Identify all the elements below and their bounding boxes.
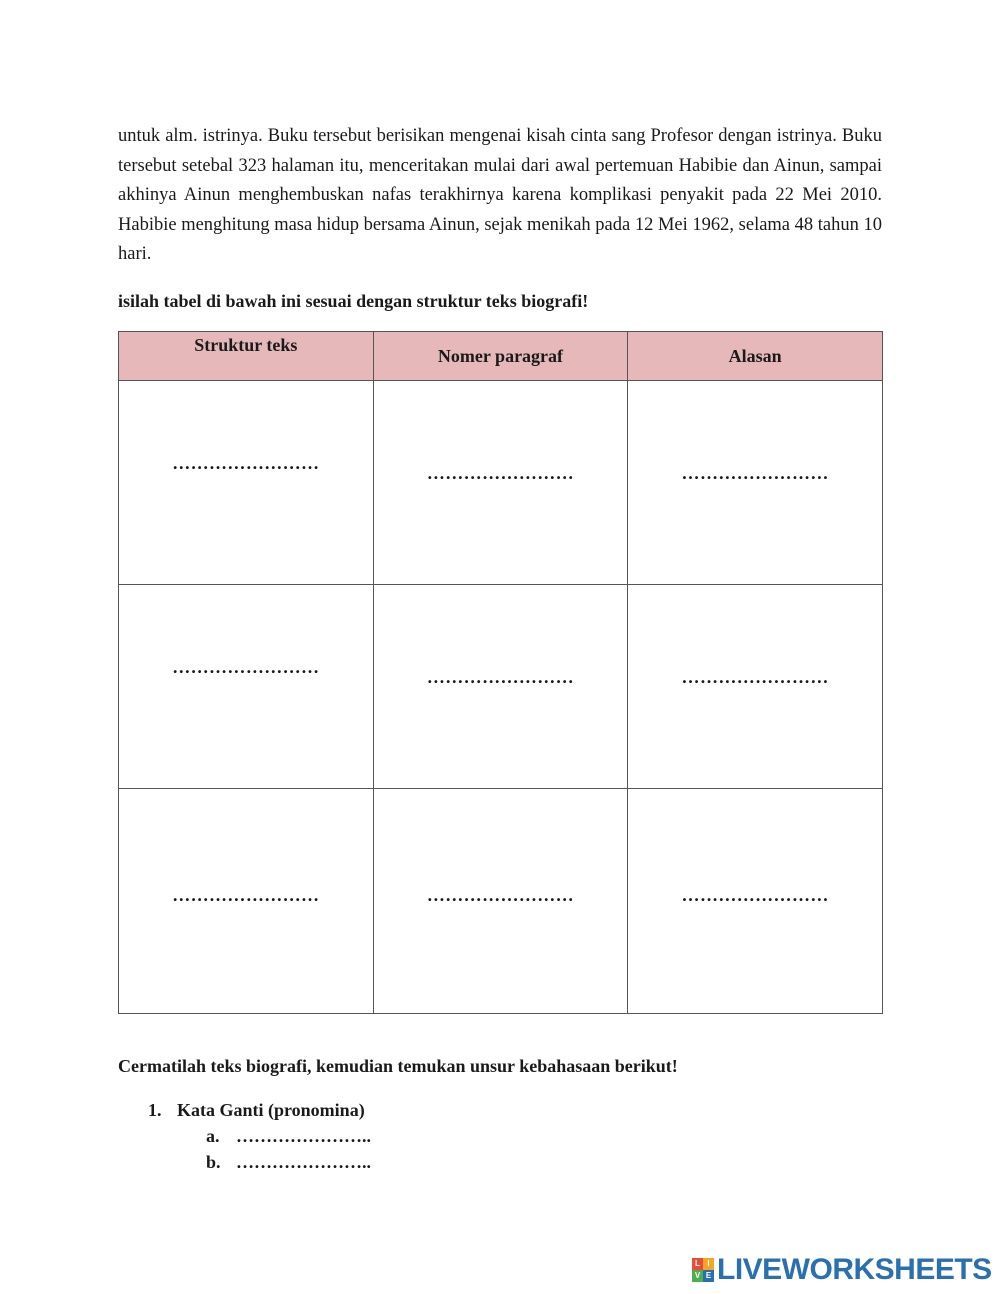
answer-cell-paragraf[interactable] — [373, 381, 628, 585]
table-instruction: isilah tabel di bawah ini sesuai dengan struktur teks biografi! — [118, 291, 589, 311]
answer-blank-b[interactable]: ………………….. — [236, 1152, 371, 1172]
answer-cell-struktur[interactable] — [119, 789, 374, 1014]
header-alasan: Alasan — [628, 332, 883, 381]
blank-field: …………………… — [681, 884, 829, 905]
logo-letter-e: E — [703, 1270, 714, 1282]
answer-cell-alasan[interactable] — [628, 381, 883, 585]
logo-letter-l: L — [692, 1258, 703, 1270]
answer-blank-a[interactable]: ………………….. — [236, 1126, 371, 1146]
list-title: Kata Ganti (pronomina) — [177, 1100, 365, 1120]
blank-field: …………………… — [426, 667, 575, 687]
answer-cell-alasan[interactable] — [628, 585, 883, 789]
header-nomer-paragraf: Nomer paragraf — [373, 332, 628, 381]
logo-letter-v: V — [692, 1270, 703, 1282]
sub-item-a — [148, 1123, 371, 1149]
table-row — [119, 381, 883, 585]
list-number: 1. — [148, 1100, 162, 1120]
answer-cell-alasan[interactable] — [628, 789, 883, 1014]
answer-cell-paragraf[interactable] — [373, 585, 628, 789]
table-header-row — [119, 332, 883, 381]
liveworksheets-logo — [692, 1255, 992, 1285]
table-row — [119, 585, 883, 789]
biography-paragraph: untuk alm. istrinya. Buku tersebut berisikan mengenai kisah cinta sang Profesor dengan istrinya. Buku tersebut setebal 323 halaman itu, menceritakan mulai dari awal pertemuan Habibie dan Ainun, sampai akhinya Ainun menghembuskan nafas terakhirnya karena komplikasi penyakit pada 22 Mei 2010. Habibie menghitung masa hidup bersama Ainun, sejak menikah pada 12 Mei 1962, selama 48 tahun 10 hari. — [118, 126, 882, 264]
language-instruction: Cermatilah teks biografi, kemudian temukan unsur kebahasaan berikut! — [118, 1056, 678, 1076]
blank-field: …………………… — [426, 884, 575, 905]
answer-cell-paragraf[interactable] — [373, 789, 628, 1014]
header-struktur-teks: Struktur teks — [119, 332, 374, 381]
biography-structure-table — [118, 331, 883, 1014]
sub-letter: a. — [206, 1126, 220, 1146]
blank-field: …………………… — [172, 657, 320, 677]
logo-mark-icon — [692, 1258, 714, 1282]
blank-field: …………………… — [681, 463, 829, 483]
blank-field: …………………… — [172, 453, 320, 473]
logo-letter-i: I — [703, 1258, 714, 1270]
answer-cell-struktur[interactable] — [119, 585, 374, 789]
logo-text: LIVEWORKSHEETS — [717, 1253, 992, 1286]
blank-field: …………………… — [681, 667, 829, 687]
table-row — [119, 789, 883, 1014]
question-list — [148, 1097, 371, 1175]
answer-cell-struktur[interactable] — [119, 381, 374, 585]
sub-item-b — [148, 1149, 371, 1175]
list-item — [148, 1097, 371, 1123]
blank-field: …………………… — [426, 463, 575, 483]
blank-field: …………………… — [172, 884, 320, 905]
sub-letter: b. — [206, 1152, 221, 1172]
